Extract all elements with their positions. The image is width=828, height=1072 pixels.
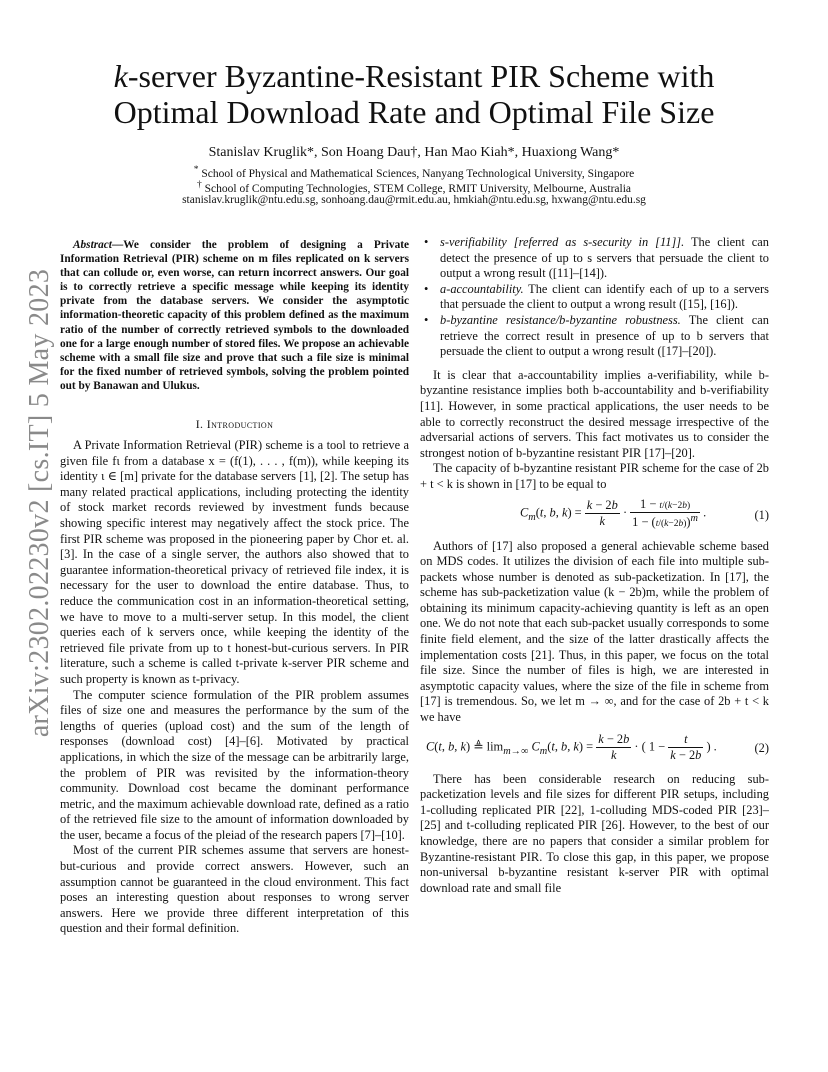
section-numeral: I. xyxy=(195,417,204,432)
abstract-text: —We consider the problem of designing a Private Information Retrieval (PIR) scheme on m files replicated on k servers that can collude or, even worse, can return incorrect answers. Our goal is to correctly retrieve a specific message while keeping its identity private from the database servers. We consider the asymptotic information-theoretic capacity of this problem defined as the maximum ratio of the number of correctly retrieved symbols to the downloaded one for a large enough number of stored files. We propose an achievable scheme with a small file size and prove that such a file size is minimal for the fixed number of retrieved symbols, solving the problem pointed out by Banawan and Ulukus. xyxy=(60,239,409,392)
section-heading-introduction xyxy=(60,417,409,432)
equation-2: C(t, b, k) ≜ $\lim_{m\to\infty} C_m(t$, b, k) = $\frac{k - 2b}{k}$ · ( 1 − $\frac{t}{k - 2b}$ ) . (2) xyxy=(426,731,769,762)
arxiv-id[interactable]: arXiv:2302.02230v2 [cs.IT] 5 May 2023 xyxy=(24,268,55,738)
bullet-1-text: The client can detect the presence of up to s servers that persuade the client to output a wrong result ([11]–[14]). xyxy=(440,235,770,281)
affiliation-1-text: School of Physical and Mathematical Sciences, Nanyang Technological University, Singapore xyxy=(201,167,635,180)
right-paragraph-4: There has been considerable research on reducing sub-packetization levels and file sizes for different PIR setups, including 1-colluding replicated PIR [22], 1-colluding MDS-coded PIR [23]–[25] and t-colluding replicated PIR [26]. However, to the best of our knowledge, there are no papers that consider a similar problem for Byzantine-resistant PIR. To close this gap, in this paper, we propose non-universal b-byzantine resistant k-server PIR with optimal download rate and small file xyxy=(420,771,769,895)
left-column xyxy=(60,238,409,937)
right-column xyxy=(420,235,769,896)
right-paragraph-3: Authors of [17] also proposed a general achievable scheme based on MDS codes. It utilizes the division of each file into multiple sub-packets whose number is denoted as sub-packetization. In [17], the scheme has sub-packetization value (k − 2b)m, while the problem of obtaining its minimum capacity-achieving quantity is left as an open one. We do not note that each sub-packet usually corresponds to some finite field element, and the size of the latter drastically affects the implementation costs [21]. Thus, in this paper, we focus on the total file size. Since the number of files is high, we are interested in asymptotic capacity values, where the size of the file in scheme from [17] is tremendous. So, we let m → ∞, and for the case of 2b + t < k we have xyxy=(420,538,769,725)
title-line-1 xyxy=(80,58,748,94)
abstract-lead: Abstract xyxy=(73,239,112,251)
title-var-k: k xyxy=(113,58,128,94)
bullet-b-byzantine: • b-byzantine resistance/b-byzantine robustness. The client can retrieve the correct result in presence of up to b servers that persuade the client to output a wrong result ([17]–[20]). xyxy=(424,312,769,359)
intro-paragraph-1: A Private Information Retrieval (PIR) scheme is a tool to retrieve a given file fι from a database x = (f(1), . . . , f(m)), while keeping its identity ι ∈ [m] private for the database servers [1], [2]. The setup has many related practical applications, including protecting the identity of stock market records reviewed by investment funds because showing specific interest may negatively affect the stock price. The first PIR scheme was proposed in the pioneering paper by Chor et. al. [3]. In the case of a single server, the authors also showed that to guarantee information-theoretical privacy of retrieved file index, it is necessary for the user to download the entire database. Thus, to reduce the communication cost in an information-theoretical setting, we have to move to a multi-server setup. In this model, the client queries each of k servers once, while keeping the identity of the retrieved file private from up to t honest-but-curious servers. In PIR literature, such a scheme is called t-private k-server PIR scheme and such property is known as t-privacy. xyxy=(60,438,409,686)
intro-paragraph-3: Most of the current PIR schemes assume that servers are honest-but-curious and provide correct answers. However, such an assumption cannot be guaranteed in the cloud environment. This fact poses an interesting question about responses to wrong server answers. Here we provide three different interpretation of this question and their formal definition. xyxy=(60,843,409,936)
arxiv-sidebar-stamp[interactable] xyxy=(22,266,58,740)
abstract xyxy=(60,238,409,393)
author-emails: stanislav.kruglik@ntu.edu.sg, sonhoang.dau@rmit.edu.au, hmkiah@ntu.edu.sg, hxwang@ntu.edu.sg xyxy=(182,194,646,206)
paper-title xyxy=(80,58,748,130)
affiliation-2-mark: † xyxy=(196,179,202,190)
intro-paragraph-2: The computer science formulation of the PIR problem assumes files of size one and measures the performance by the sum of the lengths of queries (upload cost) and the sum of the length of responses (download cost) [4]–[6]. Motivated by practical applications, in which the size of the message can be arbitrarily large, the problem of PIR was revisited by the information-theory community. Download cost became the dominant performance metric, and the maximum achievable download rate, defined as a ratio of the retrieved file size to the amount of information downloaded by the user, became a focus of the pleiad of the research papers [7]–[10]. xyxy=(60,687,409,842)
bullet-1-head: s-verifiability [referred as s-security in [11]]. xyxy=(440,235,685,249)
bullet-3-head: b-byzantine resistance/b-byzantine robustness. xyxy=(440,312,681,327)
title-line-1-text: -server Byzantine-Resistant PIR Scheme with xyxy=(127,58,715,94)
title-line-2: Optimal Download Rate and Optimal File Size xyxy=(113,94,715,130)
bullet-3-text: The client can retrieve the correct result in presence of up to b servers that persuade the client to output a wrong result ([17]–[20]). xyxy=(440,312,769,359)
bullet-a-accountability: • a-accountability. The client can identify each of up to a servers that persuade the client to output a wrong result ([15], [16]). xyxy=(424,281,769,312)
bullet-2-text: The client can identify each of up to a servers that persuade the client to output a wrong result ([15], [16]). xyxy=(440,281,769,312)
bullet-s-verifiability: • s-verifiability [referred as s-security in [11]]. The client can detect the presence of up to s servers that persuade the client to output a wrong result ([11]–[14]). xyxy=(424,235,770,281)
equation-2-number: (2) xyxy=(754,740,769,755)
equation-1-number: (1) xyxy=(754,507,769,522)
affiliation-2-text: School of Computing Technologies, STEM College, RMIT University, Melbourne, Australia xyxy=(204,182,632,195)
right-paragraph-1: It is clear that a-accountability implies a-verifiability, while b-byzantine resistance implies both b-accountability and b-verifiability [11]. However, in some practical applications, the user needs to be able to correctly reconstruct the desired message irrespective of the adversarial actions of servers. This fact motivates us to consider the strongest notion of b-byzantine resistant PIR [17]–[20]. xyxy=(420,367,769,460)
section-title: Introduction xyxy=(206,417,274,432)
affiliation-1-mark: * xyxy=(193,164,199,175)
bullet-2-head: a-accountability. xyxy=(440,281,524,296)
author-list: Stanislav Kruglik*, Son Hoang Dau†, Han Mao Kiah*, Huaxiong Wang* xyxy=(208,145,620,160)
right-paragraph-2: The capacity of b-byzantine resistant PIR scheme for the case of 2b + t < k is shown in [17] to be equal to xyxy=(420,461,769,491)
equation-1: $C_m(t$, b, k) = $\frac{k - 2b}{k}$ · $\frac{1 - t/(k-2b)}{1 - (t/(k-2b))^m}$ . (1) xyxy=(520,496,769,529)
